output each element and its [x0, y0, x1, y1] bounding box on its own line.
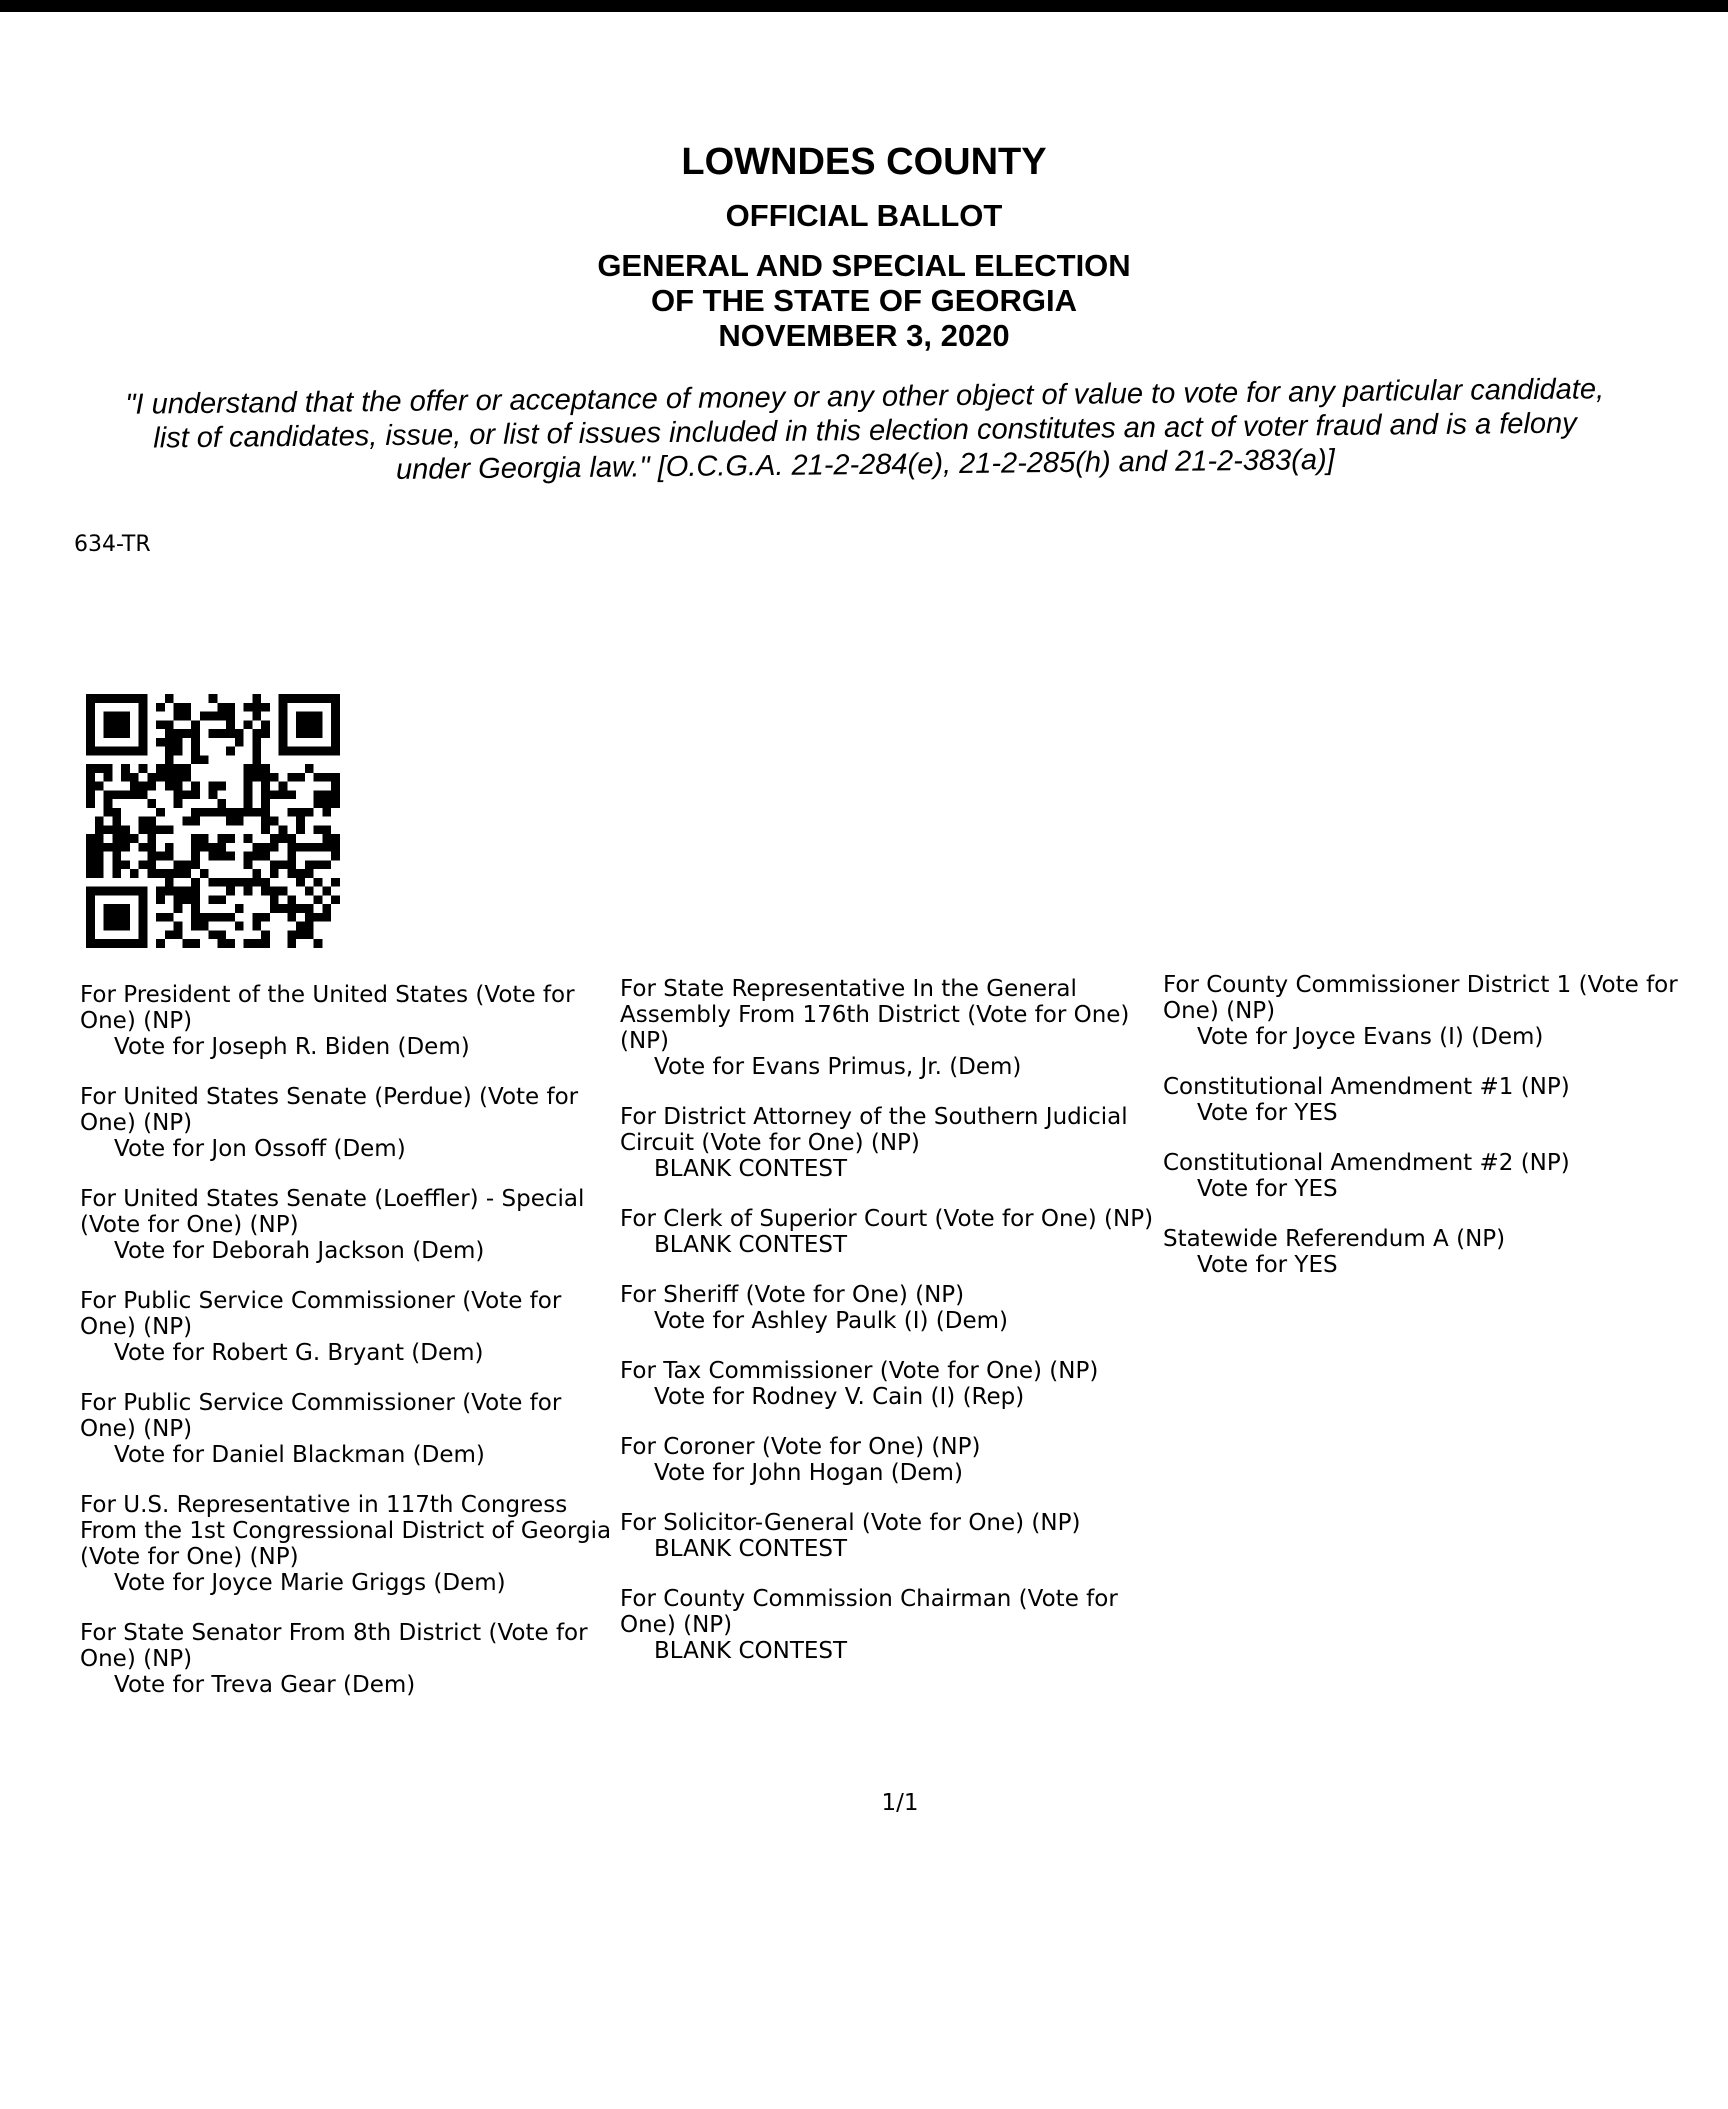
contest-item: [80, 1620, 620, 1698]
contest-item: [80, 1186, 620, 1264]
contest-item: [80, 1084, 620, 1162]
contest-selection: BLANK CONTEST: [654, 1638, 848, 1664]
ballot-header: [0, 140, 1728, 353]
oath-line-2: list of candidates, issue, or list of issues included in this election constitutes an act of voter fraud and is a felony: [153, 407, 1577, 455]
ballot-style-code: 634-TR: [74, 532, 151, 557]
contest-title: For Public Service Commissioner (Vote for One) (NP): [80, 1390, 562, 1442]
contest-item: [620, 1282, 1160, 1334]
contest-title: For Coroner (Vote for One) (NP): [620, 1434, 981, 1460]
page-number: 1/1: [881, 1790, 919, 1816]
contest-title: For County Commission Chairman (Vote for One) (NP): [620, 1586, 1118, 1638]
contest-selection: Vote for YES: [1197, 1100, 1338, 1126]
qr-code: [78, 694, 348, 948]
contest-column-1: [80, 982, 620, 1722]
contest-selection: Vote for YES: [1197, 1252, 1338, 1278]
contest-title: For State Senator From 8th District (Vote for One) (NP): [80, 1620, 588, 1672]
contest-selection: BLANK CONTEST: [654, 1536, 848, 1562]
contest-selection: BLANK CONTEST: [654, 1156, 848, 1182]
contest-selection: Vote for Treva Gear (Dem): [114, 1672, 416, 1698]
contest-title: For County Commissioner District 1 (Vote for One) (NP): [1163, 972, 1678, 1024]
contest-item: [80, 1390, 620, 1468]
contest-selection: Vote for Deborah Jackson (Dem): [114, 1238, 485, 1264]
contest-item: [620, 1206, 1160, 1258]
voter-oath: [70, 372, 1661, 491]
contest-selection: BLANK CONTEST: [654, 1232, 848, 1258]
contest-title: For Public Service Commissioner (Vote for One) (NP): [80, 1288, 562, 1340]
oath-line-1: "I understand that the offer or acceptance of money or any other object of value to vote for any particular candidate,: [125, 373, 1605, 421]
contest-selection: Vote for Ashley Paulk (I) (Dem): [654, 1308, 1008, 1334]
contest-selection: Vote for Daniel Blackman (Dem): [114, 1442, 485, 1468]
contest-title: For State Representative In the General Assembly From 176th District (Vote for One) (NP): [620, 976, 1130, 1054]
contest-column-3: [1163, 972, 1723, 1302]
contest-item: [620, 1104, 1160, 1182]
election-line-2: OF THE STATE OF GEORGIA: [651, 283, 1077, 318]
oath-line-3: under Georgia law." [O.C.G.A. 21-2-284(e), 21-2-285(h) and 21-2-383(a)]: [395, 444, 1335, 486]
contest-item: [1163, 1226, 1723, 1278]
contest-selection: Vote for Evans Primus, Jr. (Dem): [654, 1054, 1022, 1080]
contest-selection: Vote for YES: [1197, 1176, 1338, 1202]
contest-title: For U.S. Representative in 117th Congress From the 1st Congressional District of Georgia (Vote for One) (NP): [80, 1492, 612, 1570]
contest-item: [620, 1510, 1160, 1562]
contest-title: For Tax Commissioner (Vote for One) (NP): [620, 1358, 1099, 1384]
county-title: LOWNDES COUNTY: [681, 141, 1047, 183]
scan-border: [0, 0, 1728, 12]
contest-selection: Vote for Rodney V. Cain (I) (Rep): [654, 1384, 1025, 1410]
contest-title: Statewide Referendum A (NP): [1163, 1226, 1506, 1252]
contest-selection: Vote for John Hogan (Dem): [654, 1460, 963, 1486]
contest-item: [620, 976, 1160, 1080]
contest-selection: Vote for Joyce Evans (I) (Dem): [1197, 1024, 1544, 1050]
contest-title: Constitutional Amendment #1 (NP): [1163, 1074, 1570, 1100]
contest-title: Constitutional Amendment #2 (NP): [1163, 1150, 1570, 1176]
contest-title: For District Attorney of the Southern Judicial Circuit (Vote for One) (NP): [620, 1104, 1128, 1156]
ballot-type: OFFICIAL BALLOT: [725, 198, 1003, 233]
contest-title: For Clerk of Superior Court (Vote for One) (NP): [620, 1206, 1154, 1232]
contest-item: [620, 1434, 1160, 1486]
contest-selection: Vote for Joseph R. Biden (Dem): [114, 1034, 470, 1060]
contest-column-2: [620, 976, 1160, 1688]
contest-selection: Vote for Joyce Marie Griggs (Dem): [114, 1570, 506, 1596]
election-date: NOVEMBER 3, 2020: [718, 318, 1010, 353]
contest-title: For President of the United States (Vote for One) (NP): [80, 982, 575, 1034]
contest-selection: Vote for Robert G. Bryant (Dem): [114, 1340, 484, 1366]
contest-title: For Solicitor-General (Vote for One) (NP): [620, 1510, 1081, 1536]
contest-title: For United States Senate (Loeffler) - Special (Vote for One) (NP): [80, 1186, 585, 1238]
contest-item: [620, 1586, 1160, 1664]
contest-item: [1163, 972, 1723, 1050]
election-line-1: GENERAL AND SPECIAL ELECTION: [597, 248, 1131, 283]
contest-title: For United States Senate (Perdue) (Vote for One) (NP): [80, 1084, 579, 1136]
contest-item: [620, 1358, 1160, 1410]
contest-item: [80, 1288, 620, 1366]
contest-title: For Sheriff (Vote for One) (NP): [620, 1282, 965, 1308]
contest-item: [80, 982, 620, 1060]
contest-item: [1163, 1074, 1723, 1126]
contest-item: [1163, 1150, 1723, 1202]
contest-selection: Vote for Jon Ossoff (Dem): [114, 1136, 406, 1162]
contest-item: [80, 1492, 620, 1596]
election-name: [0, 248, 1728, 353]
